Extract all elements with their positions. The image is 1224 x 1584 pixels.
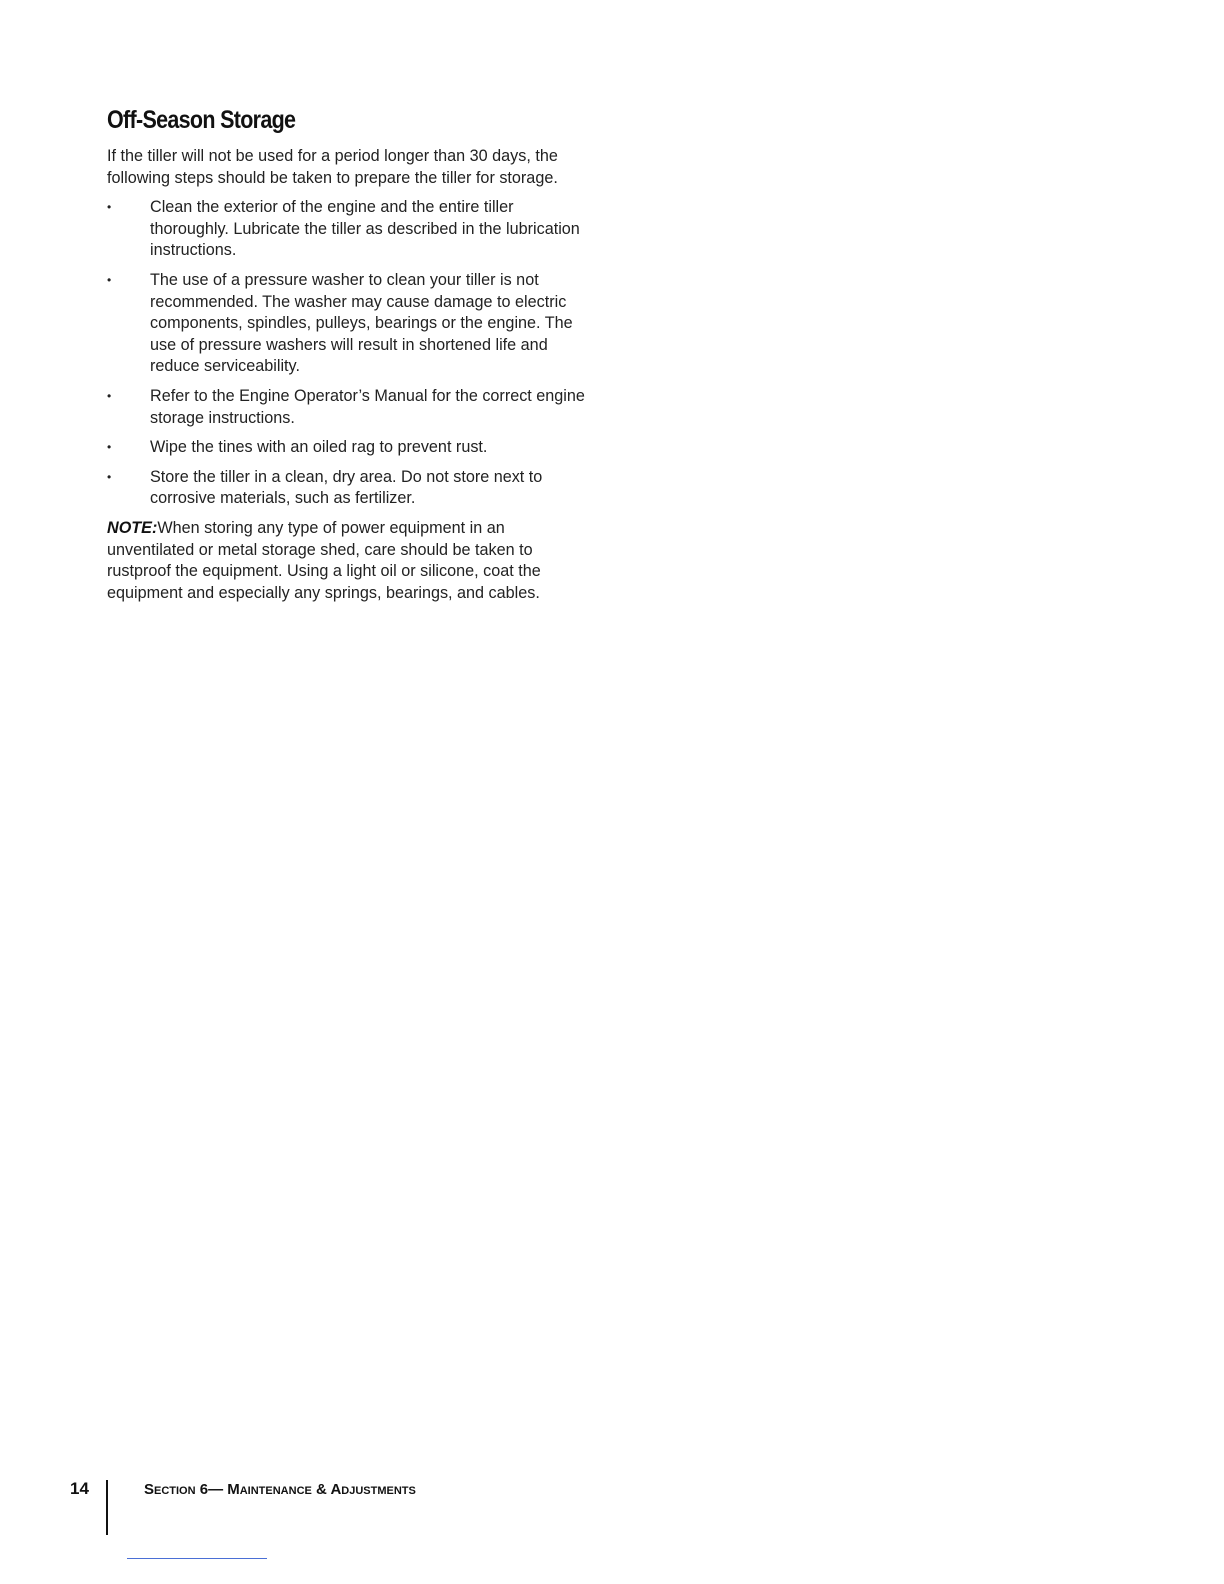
list-item [107,437,593,459]
bullet-icon: • [107,388,112,403]
list-item [107,197,593,262]
list-item-text: Clean the exterior of the engine and the entire tiller thoroughly. Lubricate the tiller as described in the lubrication instructions. [150,198,580,260]
footer-divider [106,1480,108,1535]
list-item-text: Store the tiller in a clean, dry area. Do not store next to corrosive materials, such as fertilizer. [150,467,543,508]
list-item-text: Wipe the tines with an oiled rag to prevent rust. [150,438,488,457]
storage-section [107,104,593,604]
list-item [107,270,593,378]
bullet-icon: • [107,469,112,484]
bullet-icon: • [107,272,112,287]
intro-paragraph: If the tiller will not be used for a period longer than 30 days, the following steps should be taken to prepare the tiller for storage. [107,147,558,187]
bullet-icon: • [107,440,112,455]
list-item-text: Refer to the Engine Operator’s Manual for the correct engine storage instructions. [150,386,585,427]
page-number: 14 [70,1479,89,1498]
list-item-text: The use of a pressure washer to clean your tiller is not recommended. The washer may cause damage to electric components, spindles, pulleys, bearings or the engine. The use of pressure washers will result in shortened life and reduce serviceability. [150,270,573,376]
section-heading: Off-Season Storage [107,106,296,134]
note-label: NOTE: [107,518,158,537]
list-item [107,386,593,429]
storage-steps-list [107,197,593,510]
footer-section-title: Section 6— Maintenance & Adjustments [144,1481,416,1498]
bottom-rule [127,1558,267,1559]
list-item [107,467,593,510]
note-text: When storing any type of power equipment in an unventilated or metal storage shed, care should be taken to rustproof the equipment. Using a light oil or silicone, coat the equipment and especially any springs, bearings, and cables. [107,518,541,602]
bullet-icon: • [107,200,112,215]
note-paragraph [107,518,593,604]
